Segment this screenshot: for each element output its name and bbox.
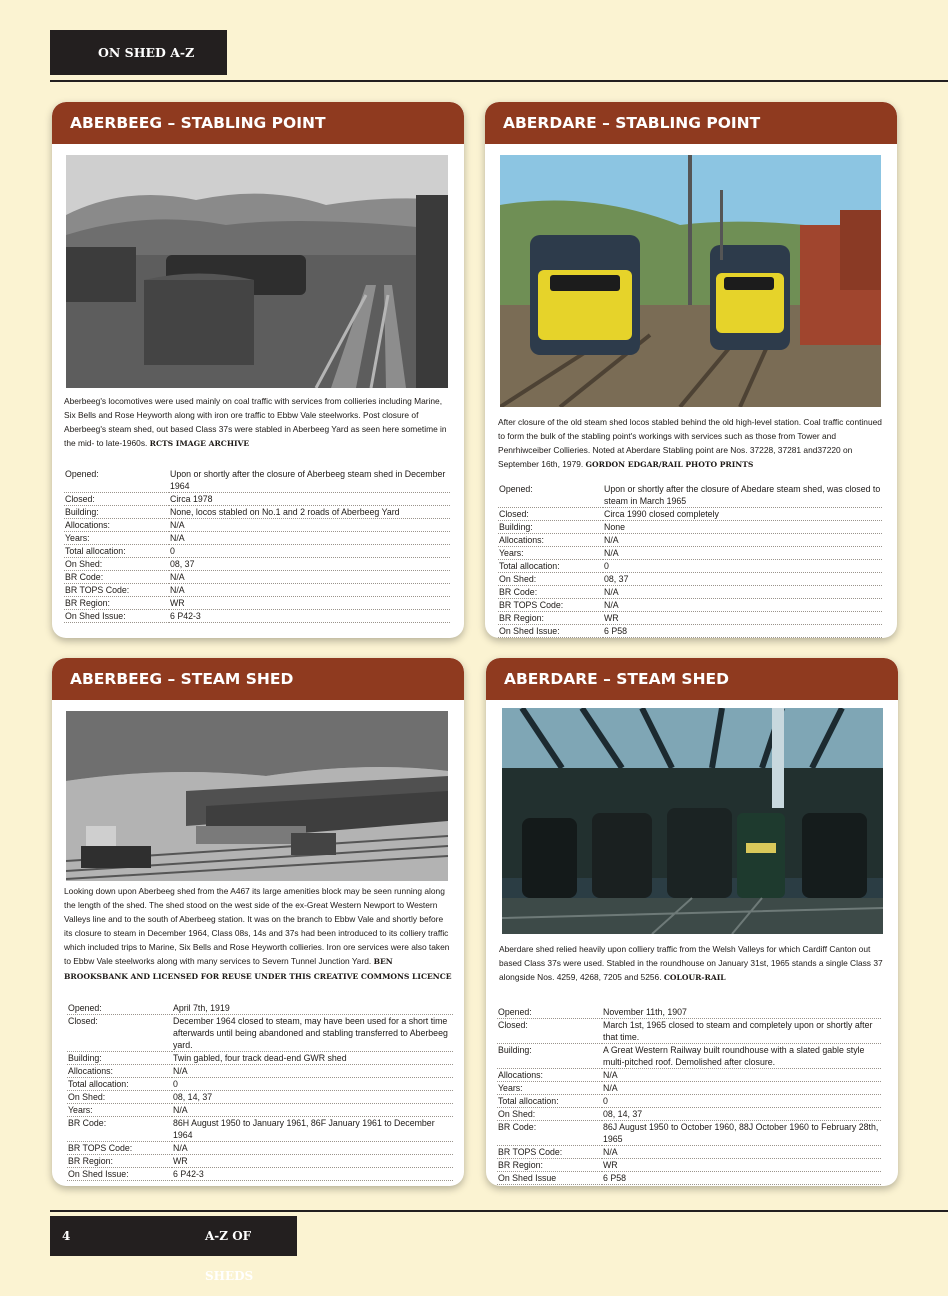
table-row <box>64 468 450 493</box>
table-row <box>64 610 450 623</box>
card-aberdare-steam-shed <box>486 658 898 1186</box>
fact-label: Closed: <box>67 1015 172 1052</box>
table-row <box>64 532 450 545</box>
caption-text: After closure of the old steam shed locos stabled behind the old high-level station. Coal traffic continued to form the bulk of the stabling point's workings with services such as those from Tower and Penrhiwceiber Collieries. Noted at Aberdare Stabling point are Nos. 37228, 37281 and37220 on September 16th, 1979. <box>498 417 882 469</box>
card-aberbeeg-stabling-point <box>52 102 464 638</box>
table-row <box>64 597 450 610</box>
table-row <box>498 573 882 586</box>
fact-value: 0 <box>169 545 450 558</box>
photo-aberdare-class-37s <box>500 155 881 407</box>
table-row <box>497 1159 881 1172</box>
photo-credit: GORDON EDGAR/RAIL PHOTO PRINTS <box>585 460 754 469</box>
table-row <box>67 1078 453 1091</box>
fact-label: Building: <box>67 1052 172 1065</box>
card-title: ABERBEEG – STEAM SHED <box>52 658 464 700</box>
fact-value: 0 <box>603 560 882 573</box>
fact-label: Total allocation: <box>64 545 169 558</box>
table-row <box>497 1006 881 1019</box>
table-row <box>67 1015 453 1052</box>
table-row <box>498 547 882 560</box>
fact-value: N/A <box>602 1069 881 1082</box>
fact-label: On Shed Issue: <box>64 610 169 623</box>
fact-value: N/A <box>602 1146 881 1159</box>
table-row <box>67 1002 453 1015</box>
fact-label: Opened: <box>498 483 603 508</box>
section-label: ON SHED A-Z <box>98 45 195 60</box>
header-rule <box>50 80 948 82</box>
table-row <box>67 1117 453 1142</box>
fact-value: 6 P42-3 <box>172 1168 453 1181</box>
fact-label: On Shed Issue: <box>67 1168 172 1181</box>
fact-label: Total allocation: <box>67 1078 172 1091</box>
fact-label: Total allocation: <box>497 1095 602 1108</box>
table-row <box>498 521 882 534</box>
table-row <box>497 1146 881 1159</box>
card-aberdare-stabling-point <box>485 102 897 638</box>
fact-value: 86J August 1950 to October 1960, 88J October 1960 to February 28th, 1965 <box>602 1121 881 1146</box>
fact-label: On Shed: <box>498 573 603 586</box>
fact-label: Opened: <box>497 1006 602 1019</box>
table-row <box>497 1172 881 1185</box>
fact-label: BR Code: <box>497 1121 602 1146</box>
fact-value: N/A <box>602 1082 881 1095</box>
fact-label: BR Region: <box>497 1159 602 1172</box>
fact-value: 0 <box>172 1078 453 1091</box>
fact-value: November 11th, 1907 <box>602 1006 881 1019</box>
fact-label: Opened: <box>64 468 169 493</box>
fact-value: A Great Western Railway built roundhouse with a slated gable style multi-pitched roof. Demolished after closure. <box>602 1044 881 1069</box>
table-row <box>497 1121 881 1146</box>
fact-value: 86H August 1950 to January 1961, 86F January 1961 to December 1964 <box>172 1117 453 1142</box>
fact-label: Opened: <box>67 1002 172 1015</box>
footer-tab <box>50 1216 297 1283</box>
fact-value: N/A <box>172 1065 453 1078</box>
fact-label: Years: <box>498 547 603 560</box>
fact-label: BR TOPS Code: <box>64 584 169 597</box>
table-row <box>64 545 450 558</box>
fact-value: Twin gabled, four track dead-end GWR shed <box>172 1052 453 1065</box>
caption <box>64 884 452 984</box>
caption-text: Looking down upon Aberbeeg shed from the A467 its large amenities block may be seen running along the length of the shed. The shed stood on the west side of the ex-Great Western Newport to Western Valleys line and to the south of Aberbeeg station. It was on the branch to Ebbw Vale and shortly before its closure to steam in December 1964, Class 08s, 14s and 37s had been introduced to its colliery traffic which included trips to Marine, Six Bells and Rose Heyworth collieries. Iron ore services were also taken to Ebbw Vale steelworks along with many services to Severn Tunnel Junction Yard. <box>64 886 450 966</box>
caption <box>499 942 887 985</box>
fact-label: On Shed: <box>497 1108 602 1121</box>
fact-label: BR Region: <box>64 597 169 610</box>
caption <box>498 415 884 472</box>
table-row <box>67 1091 453 1104</box>
card-title: ABERDARE – STABLING POINT <box>485 102 897 144</box>
fact-label: On Shed: <box>64 558 169 571</box>
table-row <box>67 1168 453 1181</box>
fact-value: Circa 1990 closed completely <box>603 508 882 521</box>
fact-value: WR <box>172 1155 453 1168</box>
publication-title: A-Z OF SHEDS <box>205 1229 254 1283</box>
fact-value: N/A <box>603 599 882 612</box>
caption-text: Aberbeeg's locomotives were used mainly on coal traffic with services from collieries including Marine, Six Bells and Rose Heyworth along with iron ore traffic to Ebbw Vale steelworks. Post closure of Aberbeeg's steam shed, out based Class 37s were stabled in Aberbeeg Yard as seen here sometime in the mid- to late-1960s. <box>64 396 447 448</box>
fact-label: BR Region: <box>67 1155 172 1168</box>
caption <box>64 394 450 451</box>
fact-value: N/A <box>169 584 450 597</box>
fact-label: Closed: <box>498 508 603 521</box>
page-number: 4 <box>62 1229 71 1243</box>
photo-aberbeeg-yard <box>66 155 448 388</box>
fact-label: BR TOPS Code: <box>497 1146 602 1159</box>
table-row <box>497 1069 881 1082</box>
table-row <box>497 1082 881 1095</box>
fact-value: 08, 37 <box>603 573 882 586</box>
table-row <box>497 1095 881 1108</box>
facts-table <box>497 1006 881 1185</box>
table-row <box>497 1044 881 1069</box>
fact-value: WR <box>603 612 882 625</box>
fact-label: Building: <box>64 506 169 519</box>
table-row <box>498 508 882 521</box>
fact-label: Years: <box>64 532 169 545</box>
table-row <box>64 558 450 571</box>
fact-value: N/A <box>169 532 450 545</box>
fact-label: BR Code: <box>498 586 603 599</box>
fact-value: April 7th, 1919 <box>172 1002 453 1015</box>
fact-label: Total allocation: <box>498 560 603 573</box>
table-row <box>64 584 450 597</box>
fact-label: Years: <box>67 1104 172 1117</box>
table-row <box>498 599 882 612</box>
facts-table <box>64 468 450 623</box>
fact-value: Upon or shortly after the closure of Aberbeeg steam shed in December 1964 <box>169 468 450 493</box>
fact-label: Building: <box>497 1044 602 1069</box>
fact-value: N/A <box>603 547 882 560</box>
table-row <box>498 483 882 508</box>
fact-value: N/A <box>169 519 450 532</box>
table-row <box>498 625 882 638</box>
caption-text: Aberdare shed relied heavily upon colliery traffic from the Welsh Valleys for which Cardiff Canton out based Class 37s were used. Stabled in the roundhouse on January 31st, 1965 stands a single Class 37 alongside Nos. 4259, 4268, 7205 and 5256. <box>499 944 883 982</box>
fact-label: On Shed Issue: <box>498 625 603 638</box>
fact-value: N/A <box>172 1104 453 1117</box>
fact-value: 08, 14, 37 <box>602 1108 881 1121</box>
card-aberbeeg-steam-shed <box>52 658 464 1186</box>
fact-value: None <box>603 521 882 534</box>
table-row <box>67 1065 453 1078</box>
fact-value: 08, 37 <box>169 558 450 571</box>
fact-value: 08, 14, 37 <box>172 1091 453 1104</box>
fact-value: WR <box>169 597 450 610</box>
fact-label: On Shed Issue <box>497 1172 602 1185</box>
table-row <box>498 534 882 547</box>
fact-label: On Shed: <box>67 1091 172 1104</box>
table-row <box>498 586 882 599</box>
fact-value: N/A <box>172 1142 453 1155</box>
fact-label: BR Code: <box>64 571 169 584</box>
fact-label: Allocations: <box>498 534 603 547</box>
fact-label: BR Code: <box>67 1117 172 1142</box>
card-title: ABERDARE – STEAM SHED <box>486 658 898 700</box>
photo-credit: BEN BROOKSBANK AND LICENSED FOR REUSE UNDER THIS CREATIVE COMMONS LICENCE <box>64 957 452 981</box>
fact-value: March 1st, 1965 closed to steam and completely upon or shortly after that time. <box>602 1019 881 1044</box>
section-tab <box>50 30 227 75</box>
facts-table <box>67 1002 453 1181</box>
fact-label: Closed: <box>497 1019 602 1044</box>
fact-value: Circa 1978 <box>169 493 450 506</box>
fact-value: N/A <box>169 571 450 584</box>
photo-aberdare-roundhouse <box>502 708 883 934</box>
table-row <box>67 1104 453 1117</box>
fact-value: 6 P58 <box>603 625 882 638</box>
fact-value: WR <box>602 1159 881 1172</box>
fact-value: N/A <box>603 586 882 599</box>
fact-value: 6 P42-3 <box>169 610 450 623</box>
facts-table <box>498 483 882 638</box>
table-row <box>64 571 450 584</box>
fact-label: BR TOPS Code: <box>498 599 603 612</box>
fact-label: Allocations: <box>497 1069 602 1082</box>
footer-rule <box>50 1210 948 1212</box>
fact-value: 0 <box>602 1095 881 1108</box>
table-row <box>64 519 450 532</box>
table-row <box>497 1019 881 1044</box>
table-row <box>497 1108 881 1121</box>
table-row <box>64 493 450 506</box>
table-row <box>498 560 882 573</box>
fact-value: December 1964 closed to steam, may have been used for a short time afterwards until being abandoned and stabling transferred to Aberbeeg yard. <box>172 1015 453 1052</box>
fact-label: BR Region: <box>498 612 603 625</box>
table-row <box>67 1052 453 1065</box>
fact-value: Upon or shortly after the closure of Abedare steam shed, was closed to steam in March 1965 <box>604 484 881 506</box>
fact-label: BR TOPS Code: <box>67 1142 172 1155</box>
fact-label: Years: <box>497 1082 602 1095</box>
photo-credit: COLOUR-RAIL <box>663 973 726 982</box>
fact-value: None, locos stabled on No.1 and 2 roads of Aberbeeg Yard <box>169 506 450 519</box>
photo-aberbeeg-shed-aerial <box>66 711 448 881</box>
fact-label: Closed: <box>64 493 169 506</box>
table-row <box>64 506 450 519</box>
table-row <box>498 612 882 625</box>
table-row <box>67 1155 453 1168</box>
fact-value: 6 P58 <box>602 1172 881 1185</box>
card-title: ABERBEEG – STABLING POINT <box>52 102 464 144</box>
table-row <box>67 1142 453 1155</box>
fact-value: N/A <box>603 534 882 547</box>
fact-label: Allocations: <box>64 519 169 532</box>
fact-label: Building: <box>498 521 603 534</box>
fact-label: Allocations: <box>67 1065 172 1078</box>
photo-credit: RCTS IMAGE ARCHIVE <box>149 439 250 448</box>
